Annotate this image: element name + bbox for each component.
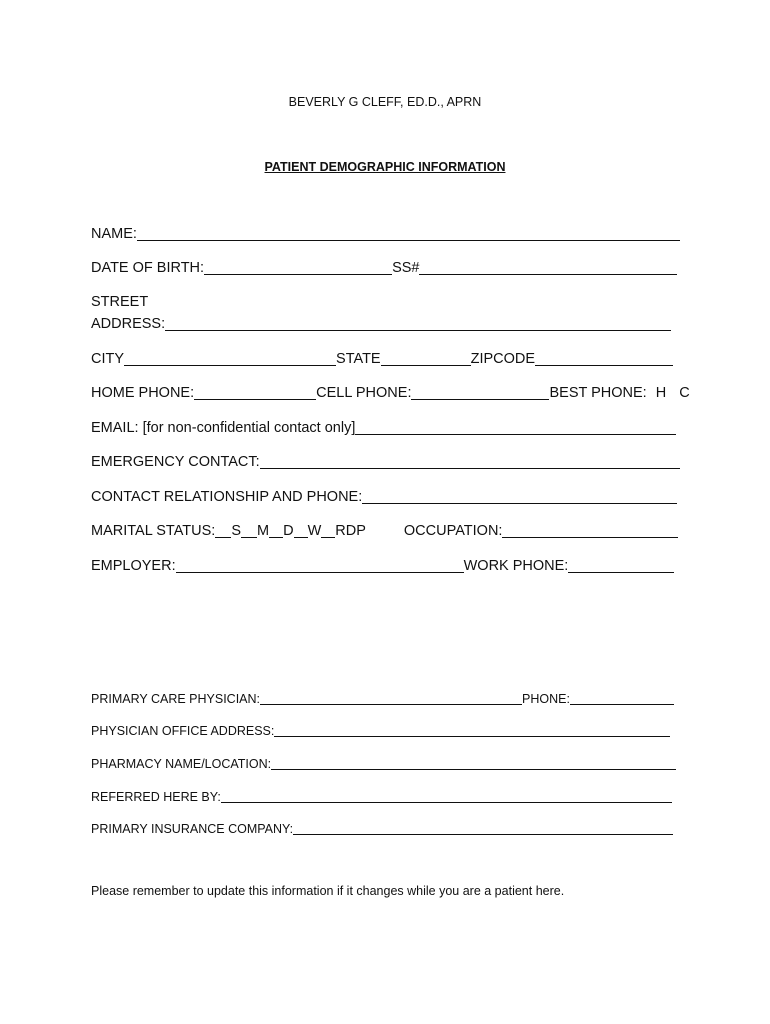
pharmacy-field[interactable] [271,755,676,770]
zip-label: ZIPCODE [470,351,536,367]
pcp-field[interactable] [260,690,522,705]
phone-row [91,385,690,402]
marital-row [91,523,678,540]
pharmacy-label: PHARMACY NAME/LOCATION: [91,757,272,771]
occupation-field[interactable] [502,523,678,538]
state-field[interactable] [381,351,471,366]
marital-w-blank[interactable] [294,523,308,538]
marital-s-option: S [231,523,242,539]
pcp-label: PRIMARY CARE PHYSICIAN: [91,692,261,706]
ss-label: SS# [392,260,420,276]
emergency-field[interactable] [260,454,680,469]
pharmacy-row [91,755,676,772]
marital-d-option: D [283,523,294,539]
relationship-label: CONTACT RELATIONSHIP AND PHONE: [91,489,363,505]
marital-d-blank[interactable] [269,523,283,538]
cell-phone-field[interactable] [411,385,549,400]
form-title: PATIENT DEMOGRAPHIC INFORMATION [264,160,506,174]
dob-label: DATE OF BIRTH: [91,260,205,276]
best-phone-label: BEST PHONE: [549,385,647,401]
name-label: NAME: [91,226,137,242]
provider-name: BEVERLY G CLEFF, ED.D., APRN [288,95,482,109]
marital-rdp-blank[interactable] [321,523,335,538]
marital-s-blank[interactable] [215,523,231,538]
pcp-row [91,690,674,707]
email-field[interactable] [355,420,676,435]
marital-label: MARITAL STATUS: [91,523,216,539]
employer-field[interactable] [176,558,464,573]
relationship-row [91,489,677,506]
home-phone-field[interactable] [194,385,316,400]
cell-phone-label: CELL PHONE: [316,385,412,401]
work-phone-field[interactable] [568,558,674,573]
street-field[interactable] [165,316,671,331]
insurance-field[interactable] [293,820,673,835]
emergency-label: EMERGENCY CONTACT: [91,454,260,470]
insurance-row [91,820,673,837]
street-label-top: STREET [91,294,149,310]
insurance-label: PRIMARY INSURANCE COMPANY: [91,822,294,836]
referred-label: REFERRED HERE BY: [91,790,221,804]
best-phone-h-option[interactable]: H [655,385,667,401]
marital-rdp-option: RDP [335,523,366,539]
name-row [91,226,680,243]
city-row [91,351,673,368]
dob-row [91,260,677,277]
city-label: CITY [91,351,125,367]
office-address-field[interactable] [274,722,670,737]
state-label: STATE [336,351,381,367]
dob-field[interactable] [204,260,392,275]
best-phone-c-option[interactable]: C [679,385,690,401]
work-phone-label: WORK PHONE: [463,558,569,574]
pcp-phone-field[interactable] [570,690,674,705]
employer-label: EMPLOYER: [91,558,176,574]
ss-field[interactable] [419,260,677,275]
marital-w-option: W [307,523,322,539]
relationship-field[interactable] [362,489,677,504]
name-field[interactable] [137,226,680,241]
marital-m-option: M [257,523,270,539]
referred-field[interactable] [221,788,672,803]
update-reminder: Please remember to update this information if it changes while you are a patient here. [91,884,565,898]
office-address-label: PHYSICIAN OFFICE ADDRESS: [91,724,275,738]
office-address-row [91,722,670,739]
occupation-label: OCCUPATION: [403,523,503,539]
emergency-row [91,454,680,471]
home-phone-label: HOME PHONE: [91,385,195,401]
referred-row [91,788,672,805]
pcp-phone-label: PHONE: [522,692,570,706]
email-label: EMAIL: [for non-confidential contact only] [91,420,356,436]
street-row [91,316,671,333]
marital-m-blank[interactable] [241,523,257,538]
city-field[interactable] [124,351,336,366]
employer-row [91,558,674,575]
zip-field[interactable] [535,351,673,366]
street-label: ADDRESS: [91,316,166,332]
email-row [91,420,676,437]
